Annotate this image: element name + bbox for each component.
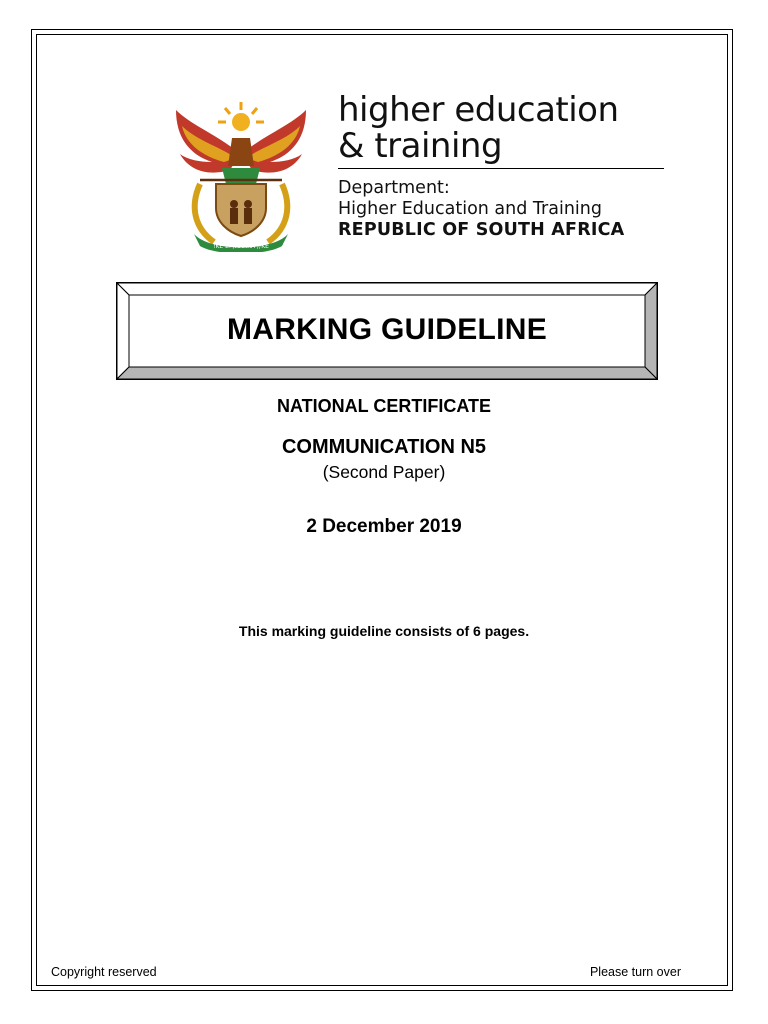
page-border-inner xyxy=(36,34,728,986)
dept-country: REPUBLIC OF SOUTH AFRICA xyxy=(338,220,625,240)
brand-line-higher-education: higher education xyxy=(338,90,619,130)
coat-of-arms-icon xyxy=(170,96,312,252)
exam-date: 2 December 2019 xyxy=(306,516,462,537)
department-brand xyxy=(338,90,668,240)
footer-copyright: Copyright reserved xyxy=(51,965,157,979)
paper-label: (Second Paper) xyxy=(322,462,446,482)
certificate-heading: NATIONAL CERTIFICATE xyxy=(277,396,491,416)
brand-divider xyxy=(338,168,664,169)
crest-motto: !KE E: /XARRA //KE xyxy=(213,243,269,250)
subject-heading: COMMUNICATION N5 xyxy=(281,436,487,458)
title-box xyxy=(116,282,658,380)
dept-label: Department: xyxy=(338,178,450,198)
dept-name: Higher Education and Training xyxy=(338,199,602,219)
brand-line-training: & training xyxy=(338,126,503,166)
department-name-block xyxy=(338,178,624,241)
document-title: MARKING GUIDELINE xyxy=(226,313,548,346)
footer-turn-over: Please turn over xyxy=(589,965,681,979)
page-count-note: This marking guideline consists of 6 pages. xyxy=(238,623,530,639)
